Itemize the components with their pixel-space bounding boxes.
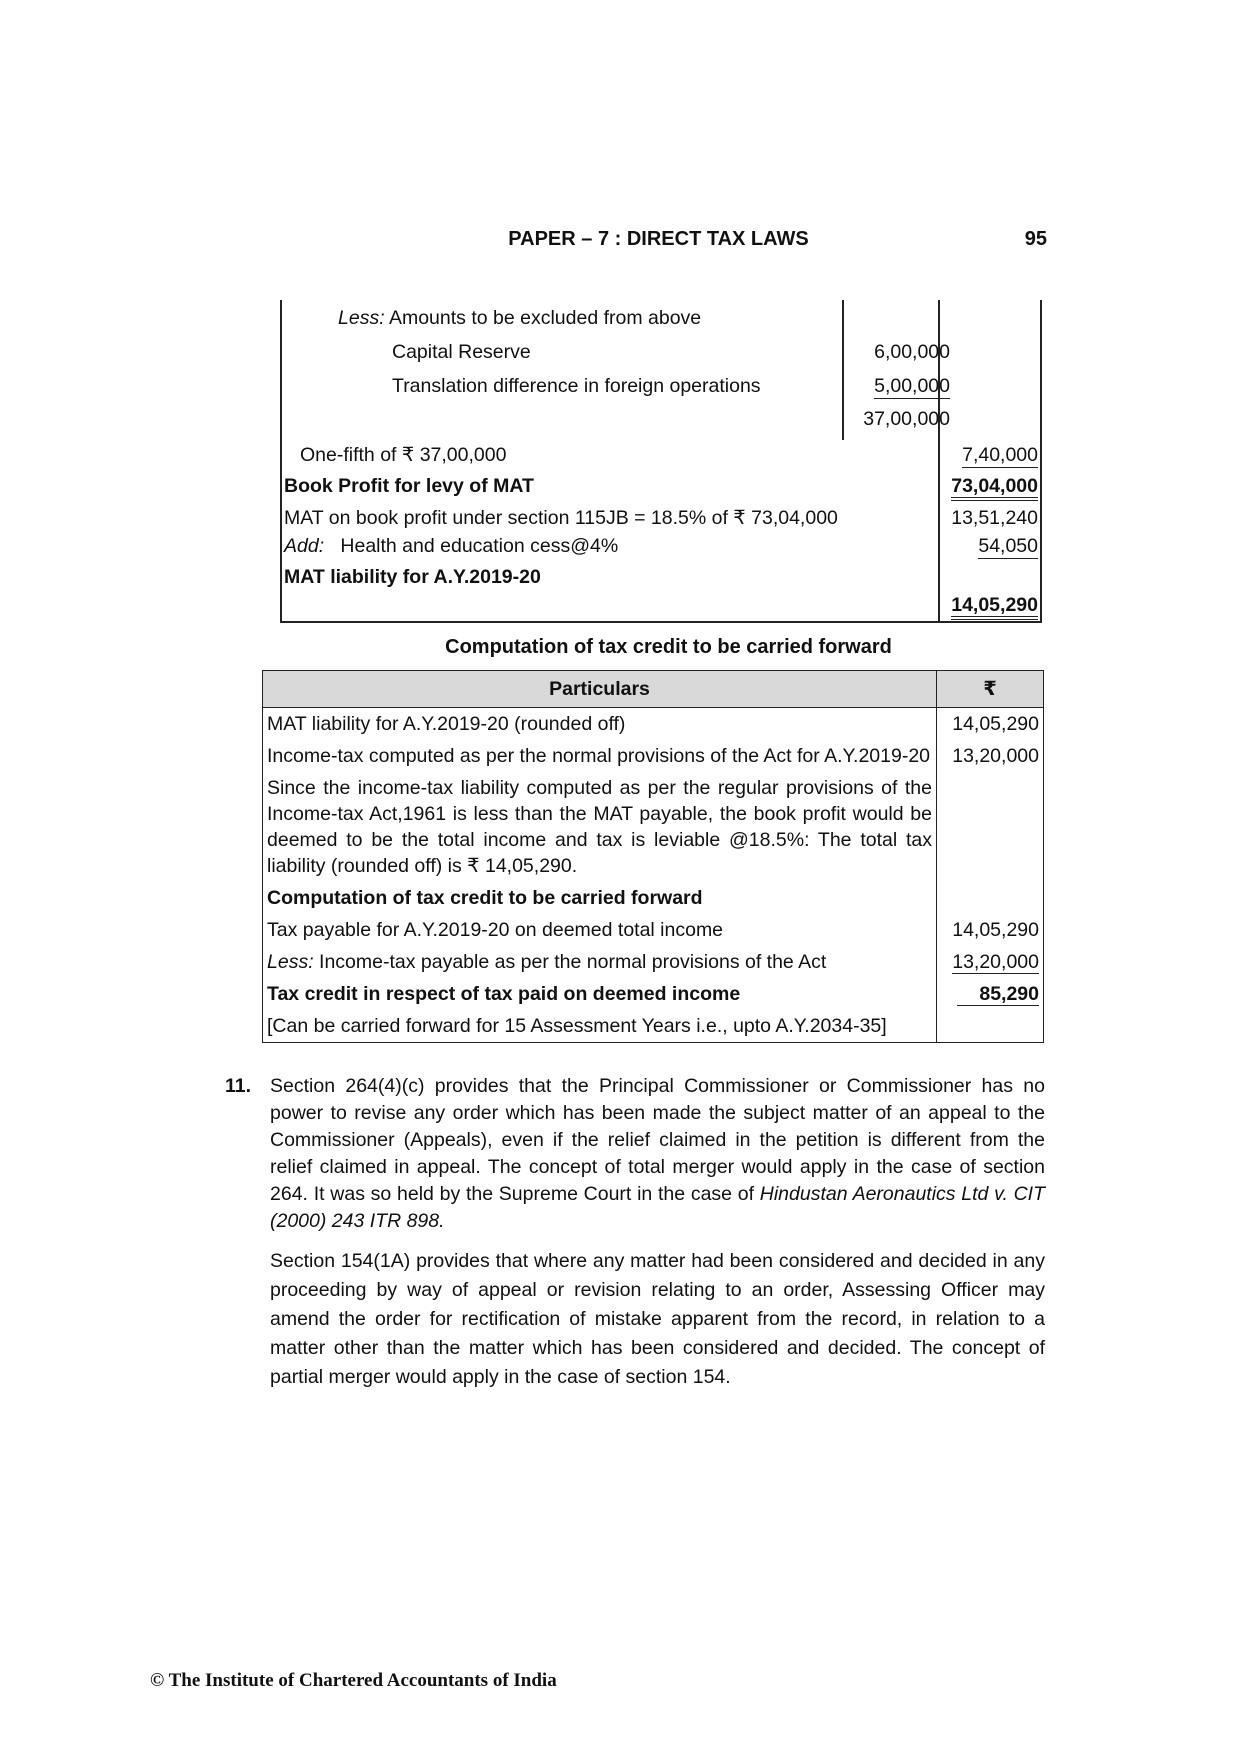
- table-row: [263, 740, 1043, 772]
- row-amount: [937, 946, 1044, 978]
- row-label: Tax credit in respect of tax paid on deemed income: [263, 978, 937, 1010]
- empty-cell: [937, 882, 1044, 914]
- row-label: Computation of tax credit to be carried forward: [263, 882, 937, 914]
- table-right-border: [1040, 300, 1042, 622]
- credit-table: [262, 670, 1044, 1043]
- table-bottom-border: [280, 621, 1042, 623]
- row-amount: 14,05,290: [952, 919, 1039, 941]
- row-amount-value: 85,290: [957, 983, 1039, 1006]
- paragraph-text: Section 264(4)(c) provides that the Principal Commissioner or Commissioner has no power to revise any order which has been made the subject matter of an appeal to the Commissioner (Appeals), even if the relief claimed in the petition is different from the relief claimed in appeal. The concept of total merger would apply in the case of section 264. It was so held by the Supreme Court in the case of: [270, 1075, 1045, 1205]
- table-row: [263, 946, 1043, 978]
- mat-amount: 13,51,240: [951, 507, 1038, 529]
- book-profit-amount: 73,04,000: [951, 475, 1038, 501]
- translation-amount: 5,00,000: [874, 375, 950, 397]
- row-label: Since the income-tax liability computed as per the regular provisions of the Income-tax Act,1961 is less than the MAT payable, the book profit would be deemed to be the total income and tax is leviable @18.5%: The total tax liability (rounded off) is ₹ 14,05,290.: [263, 772, 937, 882]
- cess-label: Health and education cess@4%: [340, 535, 619, 557]
- less-prefix: Less:: [267, 951, 314, 973]
- table-row: [280, 303, 1040, 333]
- table-row: [280, 503, 1040, 533]
- page-number: 95: [1024, 228, 1047, 250]
- table-row: [280, 531, 1040, 561]
- liability-amount: 14,05,290: [951, 594, 1038, 620]
- cess-amount: 54,050: [978, 535, 1038, 557]
- table-row: [280, 371, 1040, 401]
- table-row: [280, 562, 1040, 592]
- one-fifth-amount: 7,40,000: [962, 444, 1038, 466]
- capital-reserve-amount: 6,00,000: [874, 341, 950, 363]
- question-11: [225, 1073, 1045, 1392]
- mat-computation-table: [280, 300, 1040, 620]
- less-prefix: Less:: [338, 307, 385, 329]
- answer-paragraph-1: [270, 1073, 1045, 1235]
- row-label: [263, 946, 937, 978]
- row-amount-value: 13,20,000: [952, 951, 1039, 973]
- row-label: MAT liability for A.Y.2019-20 (rounded off): [263, 708, 937, 741]
- table-row: [263, 882, 1043, 914]
- less-label: Amounts to be excluded from above: [388, 307, 702, 329]
- table-row: [263, 708, 1043, 741]
- translation-label: Translation difference in foreign operations: [392, 375, 761, 397]
- table-row: [280, 590, 1040, 620]
- liability-label: MAT liability for A.Y.2019-20: [284, 566, 541, 588]
- row-label: Income-tax computed as per the normal provisions of the Act for A.Y.2019-20: [263, 740, 937, 772]
- mat-label: MAT on book profit under section 115JB = 18.5% of ₹ 73,04,000: [284, 507, 838, 529]
- table-row: [263, 914, 1043, 946]
- credit-caption: Computation of tax credit to be carried forward: [445, 636, 892, 658]
- row-label: [Can be carried forward for 15 Assessment Years i.e., upto A.Y.2034-35]: [263, 1010, 937, 1042]
- row-amount: 14,05,290: [952, 713, 1039, 735]
- header-particulars: Particulars: [263, 671, 937, 708]
- page-footer: © The Institute of Chartered Accountants of India: [150, 1670, 557, 1691]
- table-row: [280, 337, 1040, 367]
- subtotal-amount: 37,00,000: [863, 408, 950, 430]
- row-label-text: Income-tax payable as per the normal provisions of the Act: [319, 951, 827, 973]
- empty-cell: [937, 772, 1044, 882]
- answer-paragraph-2: Section 154(1A) provides that where any matter had been considered and decided in any proceeding by way of appeal or revision relating to an order, Assessing Officer may amend the order for rectification of mistake apparent from the record, in relation to a matter other than the matter which has been considered and decided. The concept of partial merger would apply in the case of section 154.: [270, 1250, 1045, 1388]
- row-amount: [937, 978, 1044, 1010]
- row-amount: 13,20,000: [952, 745, 1039, 767]
- page-header: [270, 228, 1047, 256]
- book-profit-label: Book Profit for levy of MAT: [284, 475, 534, 497]
- question-number: 11.: [225, 1075, 252, 1097]
- table-row: [263, 772, 1043, 882]
- table-row: [280, 440, 1040, 470]
- capital-reserve-label: Capital Reserve: [392, 341, 531, 363]
- page-title: PAPER – 7 : DIRECT TAX LAWS: [508, 228, 809, 250]
- case-citation: Hindustan Aeronautics Ltd v. CIT (2000) 243 ITR 898.: [270, 1183, 1046, 1232]
- one-fifth-label: One-fifth of ₹ 37,00,000: [300, 444, 507, 466]
- table-row: [280, 471, 1040, 501]
- table-header-row: [263, 671, 1043, 708]
- table-row: [263, 1010, 1043, 1042]
- table-row: [280, 404, 1040, 434]
- table-row: [263, 978, 1043, 1010]
- header-amount: ₹: [937, 671, 1044, 708]
- row-label: Tax payable for A.Y.2019-20 on deemed total income: [263, 914, 937, 946]
- add-prefix: Add:: [284, 535, 325, 557]
- empty-cell: [937, 1010, 1044, 1042]
